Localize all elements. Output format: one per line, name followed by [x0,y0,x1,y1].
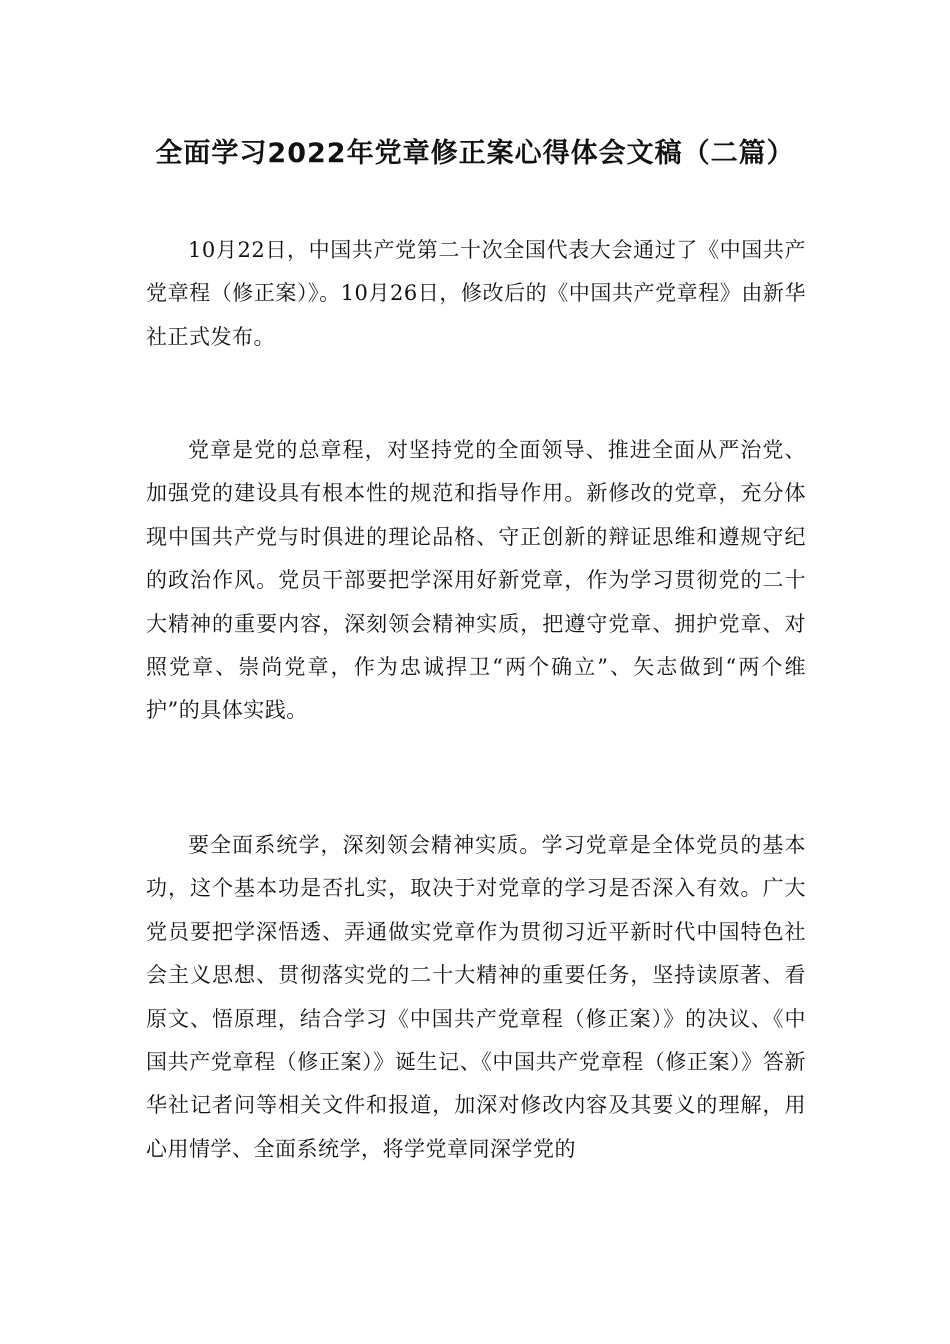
document-title: 全面学习2022年党章修正案心得体会文稿（二篇） [155,138,795,169]
paragraph-3: 要全面系统学，深刻领会精神实质。学习党章是全体党员的基本功，这个基本功是否扎实，取决于对党章的学习是否深入有效。广大党员要把学深悟透、弄通做实党章作为贯彻习近平新时代中国特色社会主义思想、贯彻落实党的二十大精神的重要任务，坚持读原著、看原文、悟原理，结合学习《中国共产党章程（修正案）》的决议、《中国共产党章程（修正案）》诞生记、《中国共产党章程（修正案）》答新华社记者问等相关文件和报道，加深对修改内容及其要义的理解，用心用情学、全面系统学，将学党章同深学党的 [146,833,806,1161]
paragraph-2: 党章是党的总章程，对坚持党的全面领导、推进全面从严治党、加强党的建设具有根本性的规范和指导作用。新修改的党章，充分体现中国共产党与时俱进的理论品格、守正创新的辩证思维和遵规守纪的政治作风。党员干部要把学深用好新党章，作为学习贯彻党的二十大精神的重要内容，深刻领会精神实质，把遵守党章、拥护党章、对照党章、崇尚党章，作为忠诚捍卫“两个确立”、矢志做到“两个维护”的具体实践。 [146,438,806,723]
paragraph-1: 10月22日，中国共产党第二十次全国代表大会通过了《中国共产党章程（修正案）》。10月26日，修改后的《中国共产党章程》由新华社正式发布。 [146,238,806,349]
